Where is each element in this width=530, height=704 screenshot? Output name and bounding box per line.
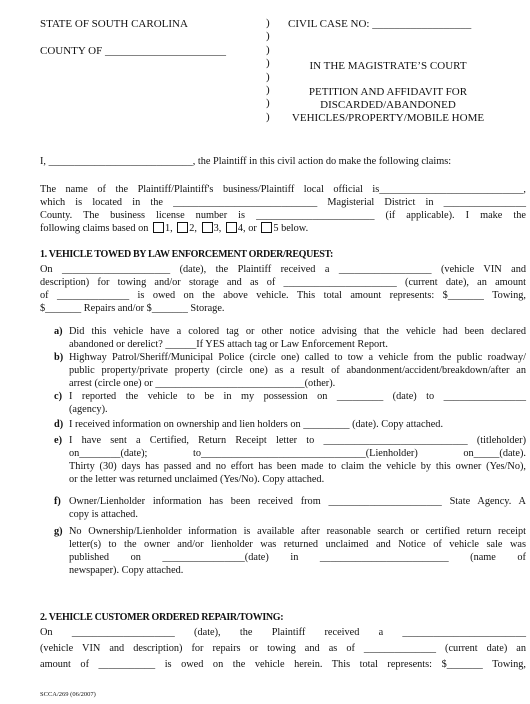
claim-4-label: 4, or <box>237 223 257 234</box>
claim-2-checkbox[interactable] <box>177 222 188 233</box>
section-2-line-2: (vehicle VIN and description) for repairs or towing and as of ______________ (current date) an <box>40 643 526 654</box>
section-1-line-3: of ______________ is owed on the above vehicle. This total amount represents: $_______ Towing, <box>40 290 526 301</box>
item-b-line-2: public property/private property (circle one) as a result of abandonment/accident/breakdown/after an <box>69 365 526 376</box>
claims-line <box>40 222 308 235</box>
item-f-line-1: Owner/Lienholder information has been received from ______________________ State Agency. A <box>69 496 526 507</box>
item-c-line-1: I reported the vehicle to be in my possession on _________ (date) to ________________ <box>69 391 526 402</box>
item-b-line-1: Highway Patrol/Sheriff/Municipal Police (circle one) called to tow a vehicle from the public roadway/ <box>69 352 526 363</box>
item-e-line-3: Thirty (30) days has passed and no effort has been made to claim the vehicle by this owner (Yes/No), <box>69 461 526 472</box>
section-1-line-2: description) for towing and/or storage and as of ______________________ (current date), an amount <box>40 277 526 288</box>
section-1-heading: 1. VEHICLE TOWED BY LAW ENFORCEMENT ORDER/REQUEST: <box>40 249 334 260</box>
claim-1-checkbox[interactable] <box>153 222 164 233</box>
business-line-1: The name of the Plaintiff/Plaintiff's business/Plaintiff local official is____________________________, <box>40 184 526 195</box>
state-label: STATE OF SOUTH CAROLINA <box>40 18 188 30</box>
item-e-label: e) <box>54 435 62 446</box>
item-g-line-3: published on ________________(date) in _________________________ (name of <box>69 552 526 563</box>
form-number: SCCA/269 (06/2007) <box>40 691 96 698</box>
title-line-3: VEHICLES/PROPERTY/MOBILE HOME <box>291 112 485 124</box>
claim-3-label: 3, <box>213 223 222 234</box>
item-e-line-2: on________(date); to________________________________(Lienholder) on_____(date). <box>69 448 526 459</box>
county-field: COUNTY OF ______________________ <box>40 45 226 57</box>
item-d-line-1: I received information on ownership and lien holders on _________ (date). Copy attached. <box>69 419 444 430</box>
item-f-label: f) <box>54 496 61 507</box>
claim-5-checkbox[interactable] <box>261 222 272 233</box>
plaintiff-statement: I, ____________________________, the Plaintiff in this civil action do make the following claims: <box>40 156 452 167</box>
claims-prefix: following claims based on <box>40 223 149 234</box>
title-line-2: DISCARDED/ABANDONED <box>320 99 456 111</box>
section-2-line-3: amount of ___________ is owed on the vehicle herein. This total represents: $_______ Towing, <box>40 659 526 670</box>
claim-4-checkbox[interactable] <box>226 222 237 233</box>
section-2-heading: 2. VEHICLE CUSTOMER ORDERED REPAIR/TOWING: <box>40 612 284 623</box>
court-name: IN THE MAGISTRATE’S COURT <box>309 60 467 72</box>
item-c-line-2: (agency). <box>69 404 108 415</box>
item-g-label: g) <box>54 526 63 537</box>
item-f-line-2: copy is attached. <box>69 509 138 520</box>
item-g-line-4: newspaper). Copy attached. <box>69 565 184 576</box>
civil-case-number: CIVIL CASE NO: __________________ <box>288 18 472 30</box>
business-line-3: County. The business license number is _______________________ (if applicable). I make the <box>40 210 526 221</box>
item-b-label: b) <box>54 352 64 363</box>
item-c-label: c) <box>54 391 62 402</box>
claim-3-checkbox[interactable] <box>202 222 213 233</box>
claim-2-label: 2, <box>189 223 198 234</box>
section-1-line-4: $_______ Repairs and/or $_______ Storage. <box>40 303 225 314</box>
claim-1-label: 1, <box>164 223 173 234</box>
item-a-line-1: Did this vehicle have a colored tag or other notice advising that the vehicle had been declared <box>69 326 526 337</box>
section-1-line-1: On _____________________ (date), the Plaintiff received a __________________ (vehicle VIN and <box>40 264 526 275</box>
section-2-line-1: On ____________________ (date), the Plaintiff received a ________________________ <box>40 627 526 638</box>
item-d-label: d) <box>54 419 64 430</box>
business-line-2: which is located in the ____________________________ Magisterial District in ________________ <box>40 197 526 208</box>
item-e-line-4: or the letter was returned unclaimed (Yes/No). Copy attached. <box>69 474 325 485</box>
item-e-line-1: I have sent a Certified, Return Receipt letter to ____________________________ (titleholder) <box>69 435 526 446</box>
item-g-line-2: letter(s) to the owner and/or lienholder was returned unclaimed and Notice of vehicle sale was <box>69 539 526 550</box>
item-a-line-2: abandoned or derelict? ______If YES attach tag or Law Enforcement Report. <box>69 339 388 350</box>
item-g-line-1: No Ownership/Lienholder information is available after reasonable search or certified return receipt <box>69 526 526 537</box>
item-a-label: a) <box>54 326 63 337</box>
title-line-1: PETITION AND AFFIDAVIT FOR <box>308 86 468 98</box>
item-b-line-3: arrest (circle one) or _____________________________(other). <box>69 378 336 389</box>
claim-5-label: 5 below. <box>273 223 309 234</box>
